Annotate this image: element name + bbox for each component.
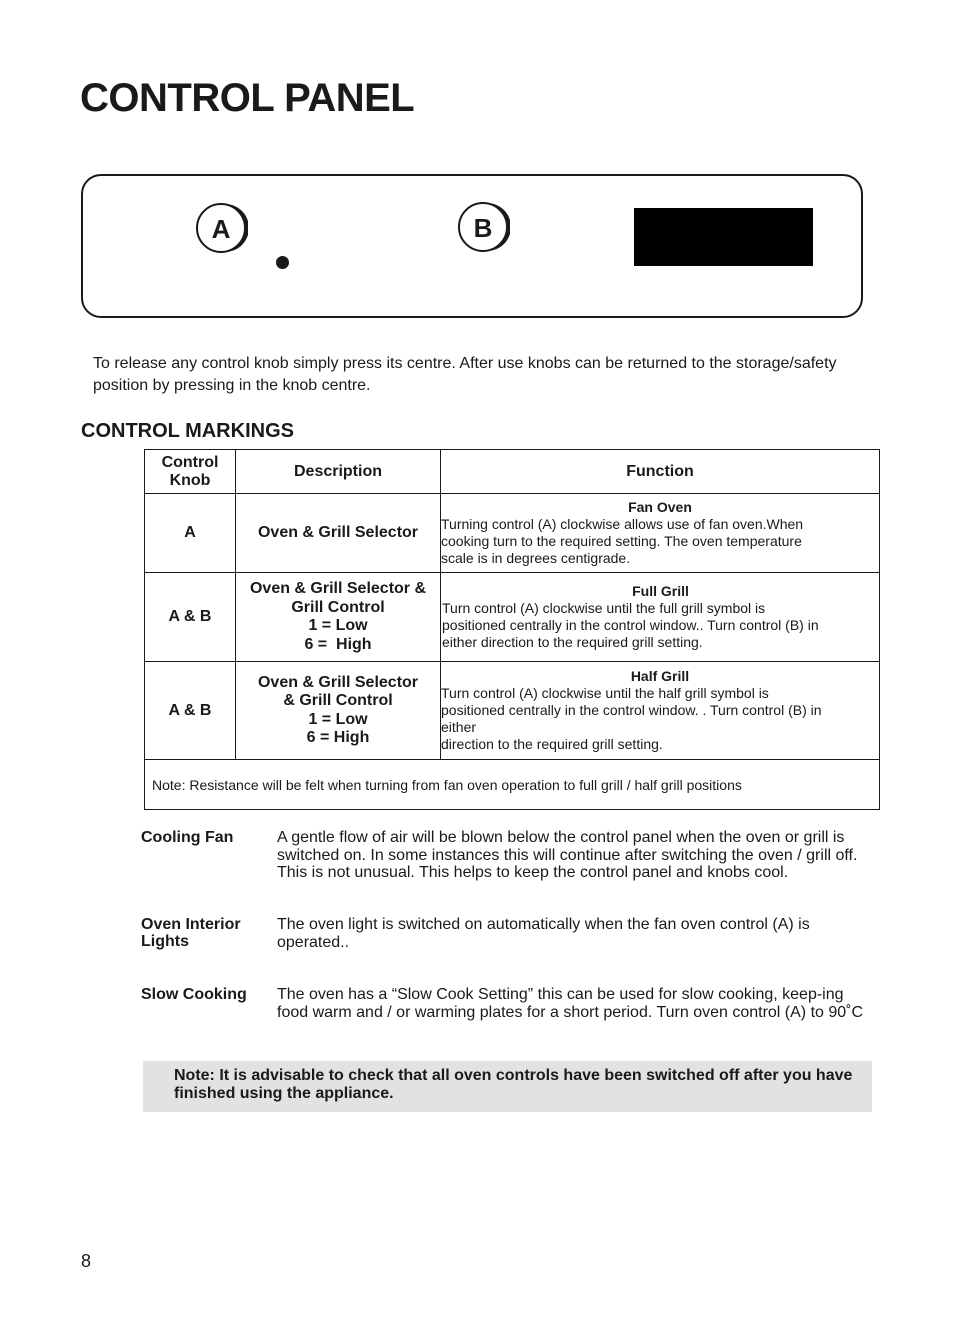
table-row [145, 662, 880, 760]
table-header-row [145, 450, 880, 494]
header-description: Description [236, 450, 441, 494]
intro-text: To release any control knob simply press its centre. After use knobs can be returned to the storage/safety position by pressing in the knob centre. [93, 355, 837, 394]
section-heading: CONTROL MARKINGS [81, 420, 294, 442]
knob-b-icon [456, 200, 510, 254]
function-title: Half Grill [630, 668, 690, 684]
feature-term-oven-lights: Oven Interior Lights [141, 916, 241, 950]
function-cell: Full Grill Turn control (A) clockwise until the full grill symbol is positioned centrally in the control window.. Turn control (B) in either direction to the required grill setting. [441, 573, 880, 662]
knob-a-icon [194, 201, 248, 255]
indicator-dot-icon [276, 256, 289, 269]
knob-cell: A & B [145, 662, 236, 760]
feature-text-slow-cooking: The oven has a “Slow Cook Setting” this can be used for slow cooking, keep-ing food warm and / or warming plates for a short period. Turn oven control (A) to 90˚C [277, 986, 864, 1021]
table-row [145, 573, 880, 662]
knob-cell: A [145, 494, 236, 573]
description-cell: Oven & Grill Selector & Grill Control 1 = Low 6 = High [236, 662, 441, 760]
table-row [145, 494, 880, 573]
feature-text-cooling-fan: A gentle flow of air will be blown below the control panel when the oven or grill is switched on. In some instances this will continue after switching the oven / grill off. This is not unusual. This helps to keep the control panel and knobs cool. [277, 829, 858, 881]
function-cell: Half Grill Turn control (A) clockwise until the half grill symbol is positioned centrally in the control window. . Turn control (B) in either direction to the required grill setting. [441, 662, 880, 760]
knob-a-label: A [211, 214, 231, 244]
control-window-display [634, 208, 813, 266]
header-function: Function [441, 450, 880, 494]
function-title: Full Grill [632, 583, 689, 599]
function-title: Fan Oven [628, 499, 692, 515]
page-title: CONTROL PANEL [80, 76, 415, 120]
table-note: Note: Resistance will be felt when turning from fan oven operation to full grill / half grill positions [145, 760, 880, 810]
page-number: 8 [81, 1251, 92, 1271]
function-cell: Fan Oven Turning control (A) clockwise allows use of fan oven.When cooking turn to the required setting. The oven temperature scale is in degrees centigrade. [441, 494, 880, 573]
bottom-note: Note: It is advisable to check that all oven controls have been switched off after you have finished using the appliance. [143, 1061, 872, 1112]
knob-cell: A & B [145, 573, 236, 662]
knob-b-label: B [473, 213, 493, 243]
feature-term-cooling-fan: Cooling Fan [141, 829, 234, 846]
header-control-knob: Control Knob [145, 450, 236, 494]
table-note-row [145, 760, 880, 810]
description-cell: Oven & Grill Selector & Grill Control 1 = Low 6 = High [236, 573, 441, 662]
description-cell: Oven & Grill Selector [236, 494, 441, 573]
feature-term-slow-cooking: Slow Cooking [141, 986, 247, 1003]
feature-text-oven-lights: The oven light is switched on automatically when the fan oven control (A) is operated.. [277, 916, 810, 951]
control-markings-table [144, 449, 880, 810]
